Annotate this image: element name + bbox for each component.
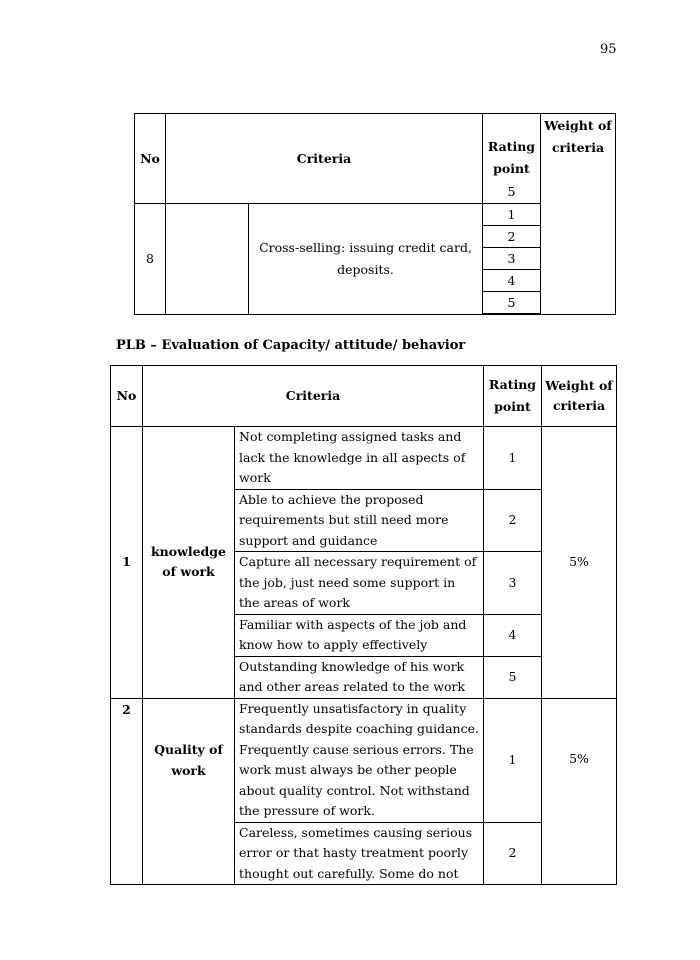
rating-cell: 1 [483, 204, 541, 226]
group-no: 1 [111, 427, 143, 699]
criteria-group-cell [166, 204, 249, 315]
level-rating: 1 [484, 698, 542, 822]
level-description: Capture all necessary requirement of the job, just need some support in the areas of work [235, 552, 484, 615]
header-weight: Weight of criteria [542, 366, 617, 427]
level-description: Able to achieve the proposed requirements but still need more support and guidance [235, 489, 484, 552]
group-weight: 5% [542, 427, 617, 699]
item-no: 8 [135, 204, 166, 315]
level-rating: 4 [484, 614, 542, 656]
level-rating: 1 [484, 427, 542, 490]
level-rating: 2 [484, 489, 542, 552]
level-rating: 2 [484, 822, 542, 885]
header-weight: Weight of criteria [541, 114, 616, 315]
group-name: knowledge of work [143, 427, 235, 699]
group-weight: 5% [542, 698, 617, 885]
rating-cell: 5 [483, 182, 541, 204]
header-criteria: Criteria [166, 114, 483, 204]
level-description: Not completing assigned tasks and lack the knowledge in all aspects of work [235, 427, 484, 490]
level-description: Careless, sometimes causing serious error or that hasty treatment poorly thought out carefully. Some do not [235, 822, 484, 885]
rating-cell: 4 [483, 270, 541, 292]
header-criteria: Criteria [143, 366, 484, 427]
criteria-table-continued [134, 113, 616, 315]
header-rating: Rating point [483, 114, 541, 182]
header-no: No [135, 114, 166, 204]
level-description: Frequently unsatisfactory in quality standards despite coaching guidance. Frequently cause serious errors. The work must always be other people about quality control. Not withstand the pressure of work. [235, 698, 484, 822]
group-no: 2 [111, 698, 143, 885]
level-rating: 5 [484, 656, 542, 698]
header-no: No [111, 366, 143, 427]
capacity-evaluation-table [110, 365, 617, 885]
rating-cell: 5 [483, 292, 541, 314]
rating-cell: 3 [483, 248, 541, 270]
page-number: 95 [600, 42, 617, 57]
level-description: Familiar with aspects of the job and know how to apply effectively [235, 614, 484, 656]
level-description: Outstanding knowledge of his work and other areas related to the work [235, 656, 484, 698]
group-name: Quality of work [143, 698, 235, 885]
rating-cell: 2 [483, 226, 541, 248]
header-rating: Rating point [484, 366, 542, 427]
item-description: Cross-selling: issuing credit card, deposits. [249, 204, 483, 315]
level-rating: 3 [484, 552, 542, 615]
section-title: PLB – Evaluation of Capacity/ attitude/ behavior [116, 338, 466, 353]
